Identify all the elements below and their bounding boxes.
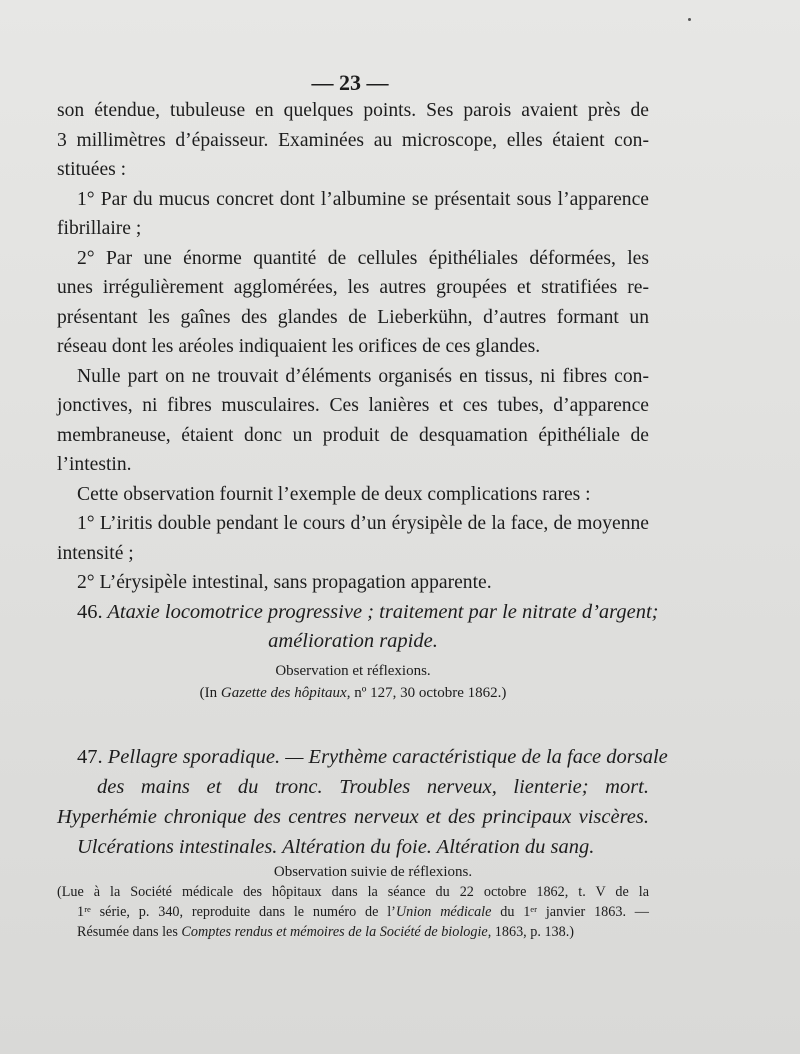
source-text: Résumée dans les [77,924,182,940]
entry-source [57,682,649,704]
source-text: , 1863, p. 138.) [487,924,575,940]
paragraph [57,96,649,185]
journal-name: Gazette des hôpitaux [220,685,347,701]
text-line: fibrillaire ; [57,218,142,239]
page-number: — 23 — [311,70,389,95]
entry-subtitle: Observation et réflexions. [275,663,431,679]
entry-title-line: Ulcérations intestinales. Altération du foie. Altération du sang. [77,836,595,858]
entry-title [57,598,659,656]
text-line: unes irrégulièrement agglomérées, les autres groupées et stratifiées re- [57,277,649,298]
text-line: Cette observation fournit l’exemple de deux complications rares : [77,483,591,505]
journal-name: Union médicale [395,904,492,920]
text-line: 2° Par une énorme quantité de cellules épithéliales déformées, les [77,247,649,269]
entry-title-line [57,598,659,627]
entry-title-line [57,742,668,772]
paragraph [57,362,649,480]
text-line: 3 millimètres d’épaisseur. Examinées au microscope, elles étaient con- [57,129,649,151]
text-line: l’intestin. [57,454,132,475]
source-line: (Lue à la Société médicale des hôpitaux dans la séance du 22 octobre 1862, t. V de la [57,884,649,900]
entry-47 [57,742,668,942]
paragraph [57,509,649,568]
text-line: Nulle part on ne trouvait d’éléments organisés en tissus, ni fibres con- [77,365,649,387]
entry-title-text: Ataxie locomotrice progressive ; traitement par le nitrate d’argent; [107,601,659,623]
paragraph [57,568,649,598]
entry-title-line: amélioration rapide. [268,630,438,652]
journal-name: Comptes rendus et mémoires de la Société de biologie [181,924,488,940]
text-line: son étendue, tubuleuse en quelques points. Ses parois avaient près de [57,100,649,121]
paragraph [57,480,649,510]
entry-title-text: Pellagre sporadique. — Erythème caractéristique de la face dorsale [107,746,668,768]
text-line: présentant les gaînes des glandes de Lieberkühn, d’autres formant un [57,306,649,328]
body-text [57,96,649,598]
paragraph [57,185,649,244]
text-line: intensité ; [57,542,134,564]
entry-number: 46. [77,601,103,623]
source-line [57,902,649,922]
text-line: membraneuse, étaient donc un produit de desquamation épithéliale de [57,424,649,446]
text-line: 1° L’iritis double pendant le cours d’un érysipèle de la face, de moyenne [77,513,649,534]
source-line [57,922,649,942]
source-prefix: (In [199,685,221,701]
text-line: jonctives, ni fibres musculaires. Ces lanières et ces tubes, d’apparence [57,395,649,416]
text-line: 2° L’érysipèle intestinal, sans propagation apparente. [77,572,492,593]
entry-46 [57,598,659,704]
source-suffix: , nº 127, 30 octobre 1862.) [346,685,507,701]
entry-subtitle: Observation suivie de réflexions. [273,864,473,880]
speck-mark [688,18,691,21]
source-text: 1ʳᵉ série, p. 340, reproduite dans le numéro de l’ [77,904,396,920]
entry-title [57,742,668,862]
text-line: réseau dont les aréoles indiquaient les orifices de ces glandes. [57,336,541,357]
entry-title-line: Hyperhémie chronique des centres nerveux et des principaux viscères. [57,806,649,828]
text-line: 1° Par du mucus concret dont l’albumine se présentait sous l’apparence [77,188,649,210]
paragraph [57,244,649,362]
entry-title-line: des mains et du tronc. Troubles nerveux, lienterie; mort. [97,776,649,798]
text-line: stituées : [57,159,127,180]
source-text: du 1ᵉʳ janvier 1863. — [491,904,649,920]
entry-source [57,882,649,942]
entry-number: 47. [77,746,103,768]
